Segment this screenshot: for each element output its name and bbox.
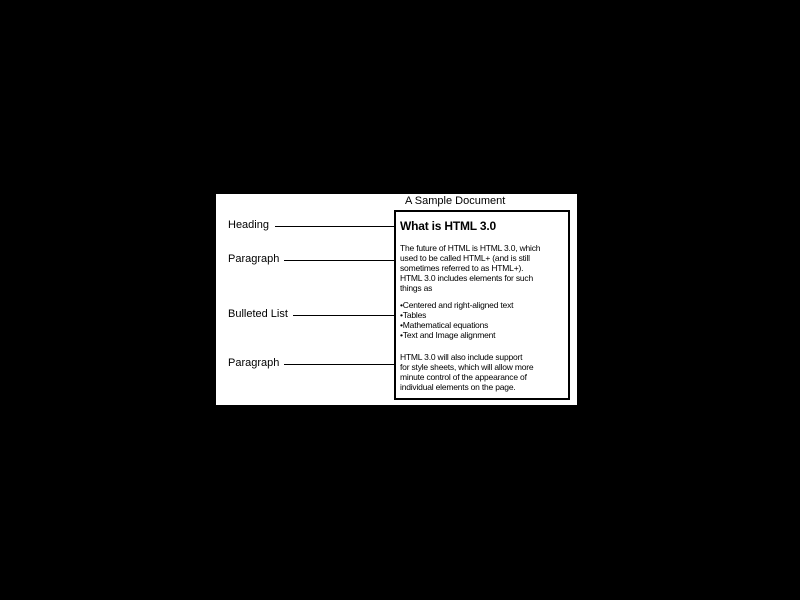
label-heading: Heading [228,219,269,231]
leader-line-heading [275,226,394,227]
list-item: • Tables [400,310,513,320]
leader-line-paragraph-1 [284,260,394,261]
paragraph-2-line: minute control of the appearance of [400,372,527,382]
document-paragraph-2 [400,352,568,392]
document-paragraph-1 [400,243,568,293]
paragraph-2-line: HTML 3.0 will also include support [400,352,523,362]
document-heading: What is HTML 3.0 [400,219,496,233]
sample-document-box [394,210,570,400]
leader-line-paragraph-2 [284,364,394,365]
label-paragraph-1: Paragraph [228,253,280,265]
list-item: • Text and Image alignment [400,330,513,340]
label-paragraph-2: Paragraph [228,357,280,369]
label-bulleted-list: Bulleted List [228,308,288,320]
leader-line-bulleted-list [293,315,394,316]
paragraph-1-line: things as [400,283,433,293]
document-bulleted-list [400,300,513,340]
paragraph-2-line: for style sheets, which will allow more [400,362,534,372]
list-item: • Centered and right-aligned text [400,300,513,310]
diagram-panel [216,194,577,405]
paragraph-1-line: sometimes referred to as HTML+). [400,263,524,273]
paragraph-1-line: used to be called HTML+ (and is still [400,253,530,263]
paragraph-1-line: HTML 3.0 includes elements for such [400,273,533,283]
paragraph-1-line: The future of HTML is HTML 3.0, which [400,243,541,253]
paragraph-2-line: individual elements on the page. [400,382,516,392]
list-item: • Mathematical equations [400,320,513,330]
diagram-caption: A Sample Document [405,195,506,207]
